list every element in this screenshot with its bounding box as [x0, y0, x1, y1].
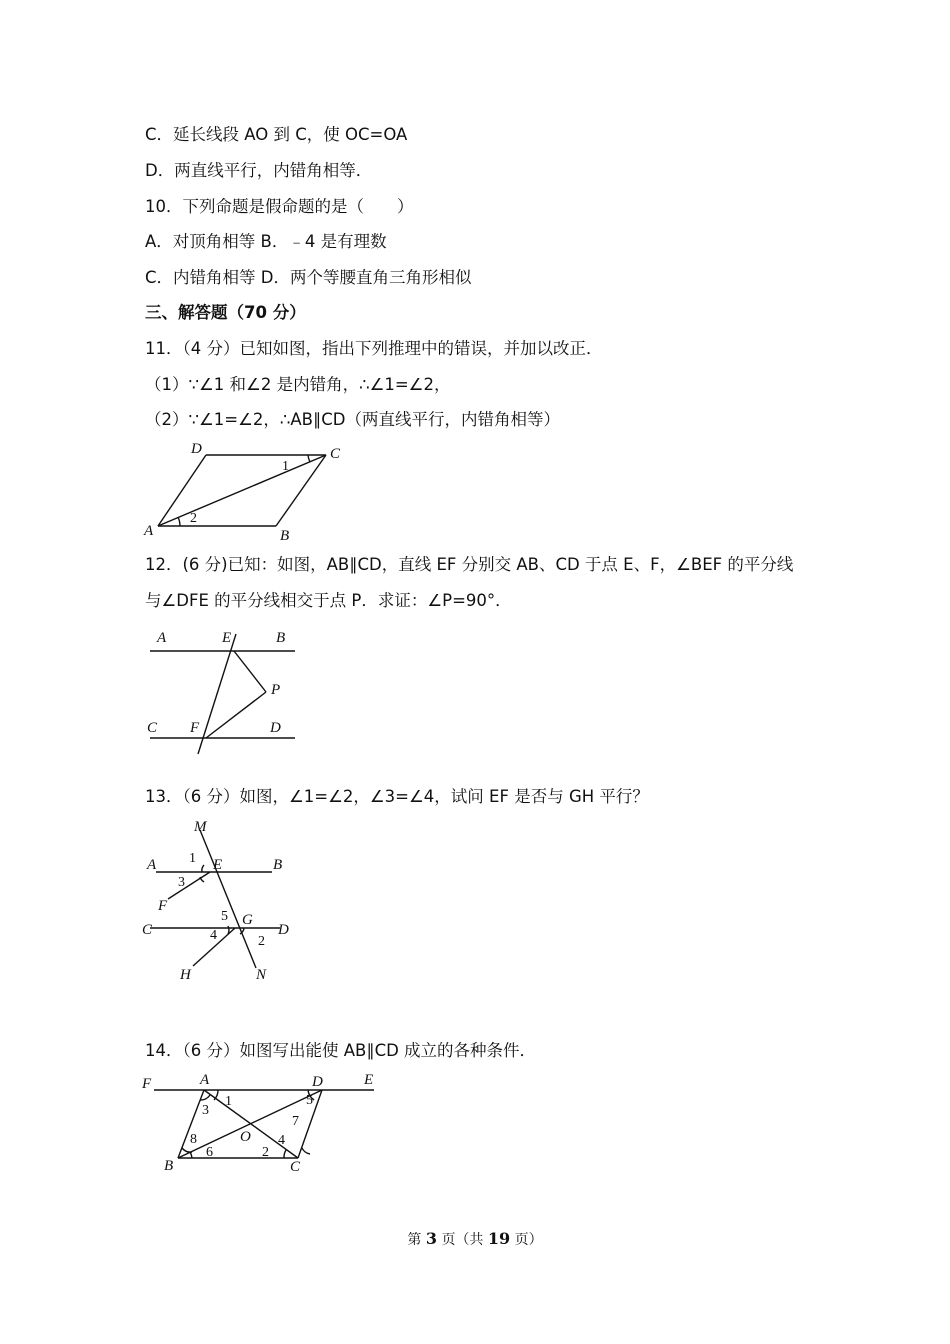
label-d: D — [270, 720, 281, 736]
option-d-text: D．两直线平行，内错角相等． — [145, 161, 373, 180]
label-a: A — [157, 630, 167, 646]
question-14: 14．（6 分）如图写出能使 AB∥CD 成立的各种条件． — [145, 1041, 537, 1060]
angle-5-label: 5 — [221, 909, 228, 924]
angle-4-label: 4 — [278, 1133, 285, 1148]
question-13: 13．（6 分）如图，∠1=∠2，∠3=∠4，试问 EF 是否与 GH 平行？ — [145, 787, 649, 806]
angle-6-label: 6 — [206, 1145, 213, 1160]
angle-5-label: 5 — [306, 1093, 313, 1108]
label-d: D — [312, 1074, 323, 1090]
angle-1-label: 1 — [282, 459, 289, 474]
label-c: C — [330, 446, 341, 462]
label-c: C — [147, 720, 158, 736]
label-p: P — [271, 682, 281, 698]
label-e: E — [222, 630, 232, 646]
label-d: D — [278, 922, 289, 938]
figure-parallelogram-q14 — [138, 1068, 383, 1180]
label-e: E — [364, 1072, 374, 1088]
page-footer — [0, 1229, 950, 1249]
angle-4-label: 4 — [210, 928, 217, 943]
question-12-line-2: 与∠DFE 的平分线相交于点 P．求证：∠P=90°． — [145, 591, 512, 610]
label-c: C — [142, 922, 153, 938]
label-f: F — [190, 720, 200, 736]
question-10-options-ab: A．对顶角相等 B．﹣4 是有理数 — [145, 232, 387, 251]
label-h: H — [180, 967, 191, 983]
label-f: F — [158, 898, 168, 914]
footer-suffix: 页） — [514, 1232, 543, 1248]
section-heading: 三、解答题（70 分） — [145, 303, 306, 322]
footer-middle: 页（共 — [441, 1232, 484, 1248]
label-n: N — [256, 967, 267, 983]
label-d: D — [191, 441, 202, 457]
figure-transversal-q13 — [138, 816, 298, 986]
question-10-options-cd: C．内错角相等 D．两个等腰直角三角形相似 — [145, 268, 472, 287]
angle-2-label: 2 — [258, 934, 265, 949]
total-pages-number: 19 — [487, 1229, 511, 1248]
label-m: M — [194, 819, 207, 835]
label-a: A — [200, 1072, 210, 1088]
option-c-text: C．延长线段 AO 到 C，使 OC=OA — [145, 125, 408, 144]
angle-2-label: 2 — [262, 1145, 269, 1160]
current-page-number: 3 — [425, 1229, 437, 1248]
label-a: A — [144, 523, 154, 539]
question-11: 11．（4 分）已知如图，指出下列推理中的错误，并加以改正． — [145, 339, 603, 358]
question-11-step-2: （2）∵∠1=∠2，∴AB∥CD（两直线平行，内错角相等） — [145, 410, 560, 429]
question-11-step-1: （1）∵∠1 和∠2 是内错角，∴∠1=∠2， — [145, 375, 451, 394]
angle-8-label: 8 — [190, 1132, 197, 1147]
label-b: B — [273, 857, 283, 873]
label-o: O — [240, 1129, 251, 1145]
question-12-line-1: 12．(6 分)已知：如图，AB∥CD，直线 EF 分别交 AB、CD 于点 E、F，∠BEF 的平分线 — [145, 555, 794, 574]
angle-1-label: 1 — [225, 1094, 232, 1109]
figure-parallel-lines-q12 — [140, 622, 305, 758]
footer-prefix: 第 — [407, 1232, 422, 1248]
label-e: E — [213, 857, 223, 873]
angle-3-label: 3 — [178, 875, 185, 890]
angle-2-label: 2 — [190, 511, 197, 526]
figure-parallelogram-q11 — [140, 440, 350, 544]
question-10: 10．下列命题是假命题的是（ ） — [145, 197, 414, 216]
angle-3-label: 3 — [202, 1103, 209, 1118]
label-c: C — [290, 1159, 301, 1175]
label-b: B — [276, 630, 286, 646]
label-a: A — [147, 857, 157, 873]
label-g: G — [242, 912, 253, 928]
label-b: B — [164, 1158, 174, 1174]
angle-1-label: 1 — [189, 851, 196, 866]
angle-7-label: 7 — [292, 1114, 299, 1129]
label-b: B — [280, 528, 290, 544]
label-f: F — [142, 1076, 152, 1092]
